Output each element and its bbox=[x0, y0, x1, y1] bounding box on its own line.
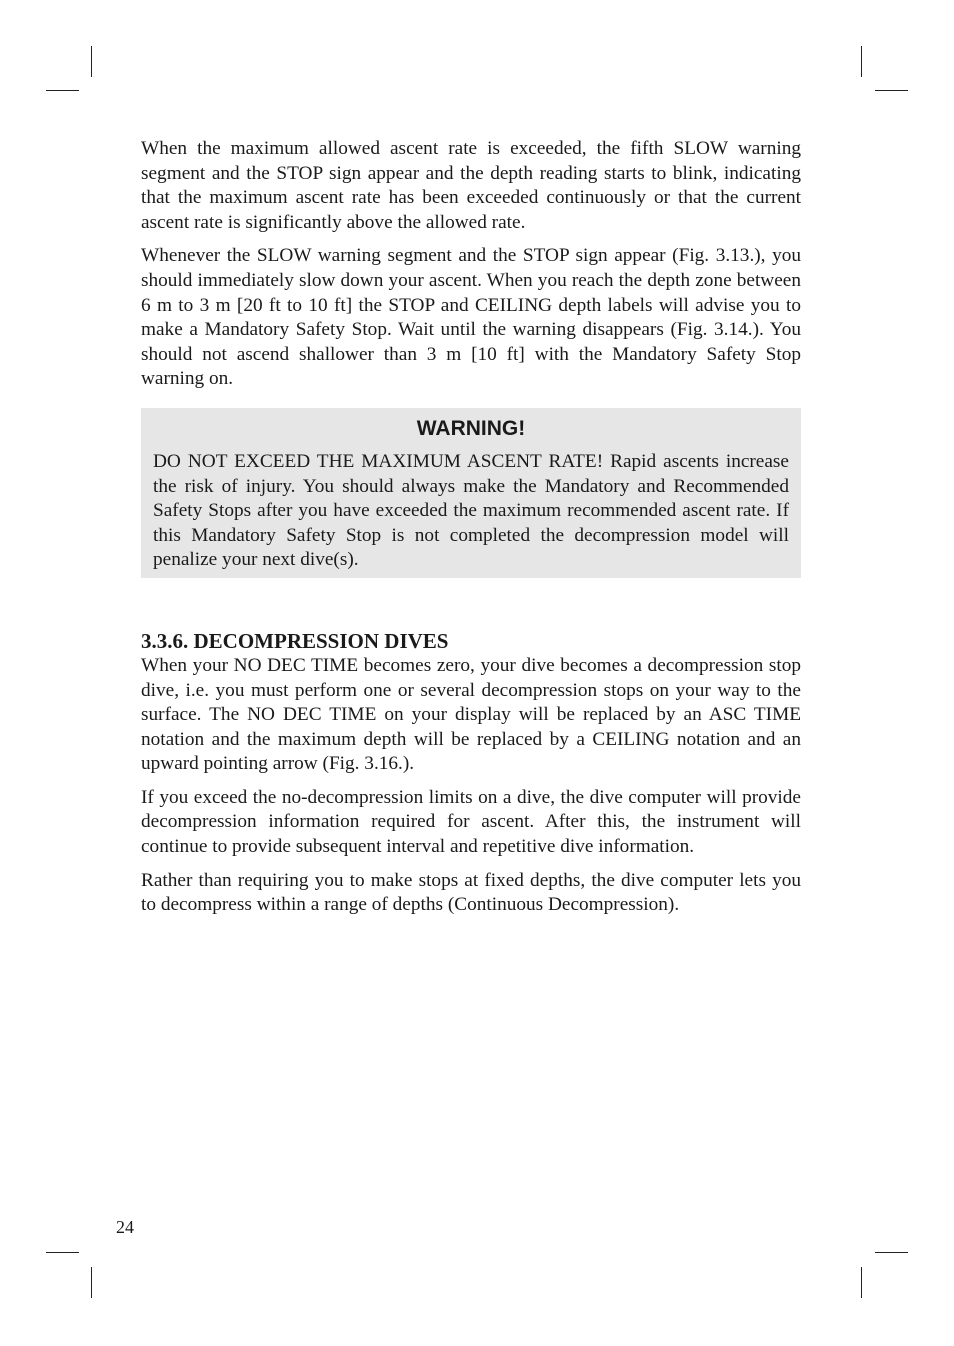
crop-mark-top-right-vertical bbox=[861, 46, 862, 77]
crop-mark-top-right-horizontal bbox=[875, 90, 908, 91]
crop-mark-bottom-right-horizontal bbox=[875, 1252, 908, 1253]
section-heading: 3.3.6. DECOMPRESSION DIVES bbox=[141, 628, 449, 653]
paragraph-continuous-decompression: Rather than requiring you to make stops at fixed depths, the dive computer lets you to decompress within a range of depths (Continuous Decompression). bbox=[141, 869, 801, 916]
warning-text: DO NOT EXCEED THE MAXIMUM ASCENT RATE! Rapid ascents increase the risk of injury. You should always make the Mandatory and Recommended Safety Stops after you have exceeded the maximum recommended ascent rate. If this Mandatory Safety Stop is not completed the decompression model will penalize your next dive(s). bbox=[153, 450, 789, 571]
page-number: 24 bbox=[116, 1217, 134, 1237]
paragraph-no-deco-limits: If you exceed the no-decompression limits on a dive, the dive computer will provide decompression information required for ascent. After this, the instrument will continue to provide subsequent interval and repetitive dive information. bbox=[141, 786, 801, 858]
crop-mark-bottom-left-vertical bbox=[91, 1267, 92, 1298]
page-content bbox=[141, 137, 801, 927]
paragraph-ascent-rate: When the maximum allowed ascent rate is exceeded, the fifth SLOW warning segment and the STOP sign appear and the depth reading starts to blink, indicating that the maximum ascent rate has been exceeded continuously or that the current ascent rate is significantly above the allowed rate. bbox=[141, 138, 801, 233]
warning-title: WARNING! bbox=[416, 416, 526, 440]
warning-box bbox=[141, 408, 801, 578]
crop-mark-top-left-horizontal bbox=[46, 90, 79, 91]
paragraph-slow-warning: Whenever the SLOW warning segment and the STOP sign appear (Fig. 3.13.), you should immediately slow down your ascent. When you reach the depth zone between 6 m to 3 m [20 ft to 10 ft] the STOP and CEILING depth labels will advise you to make a Mandatory Safety Stop. Wait until the warning disappears (Fig. 3.14.). You should not ascend shallower than 3 m [10 ft] with the Mandatory Safety Stop warning on. bbox=[141, 245, 801, 390]
crop-mark-top-left-vertical bbox=[91, 46, 92, 77]
crop-mark-bottom-left-horizontal bbox=[46, 1252, 79, 1253]
crop-mark-bottom-right-vertical bbox=[861, 1267, 862, 1298]
paragraph-decompression-stop: When your NO DEC TIME becomes zero, your dive becomes a decompression stop dive, i.e. you must perform one or several decompression stops on your way to the surface. The NO DEC TIME on your display will be replaced by an ASC TIME notation and the maximum depth will be replaced by a CEILING notation and an upward pointing arrow (Fig. 3.16.). bbox=[141, 654, 801, 775]
